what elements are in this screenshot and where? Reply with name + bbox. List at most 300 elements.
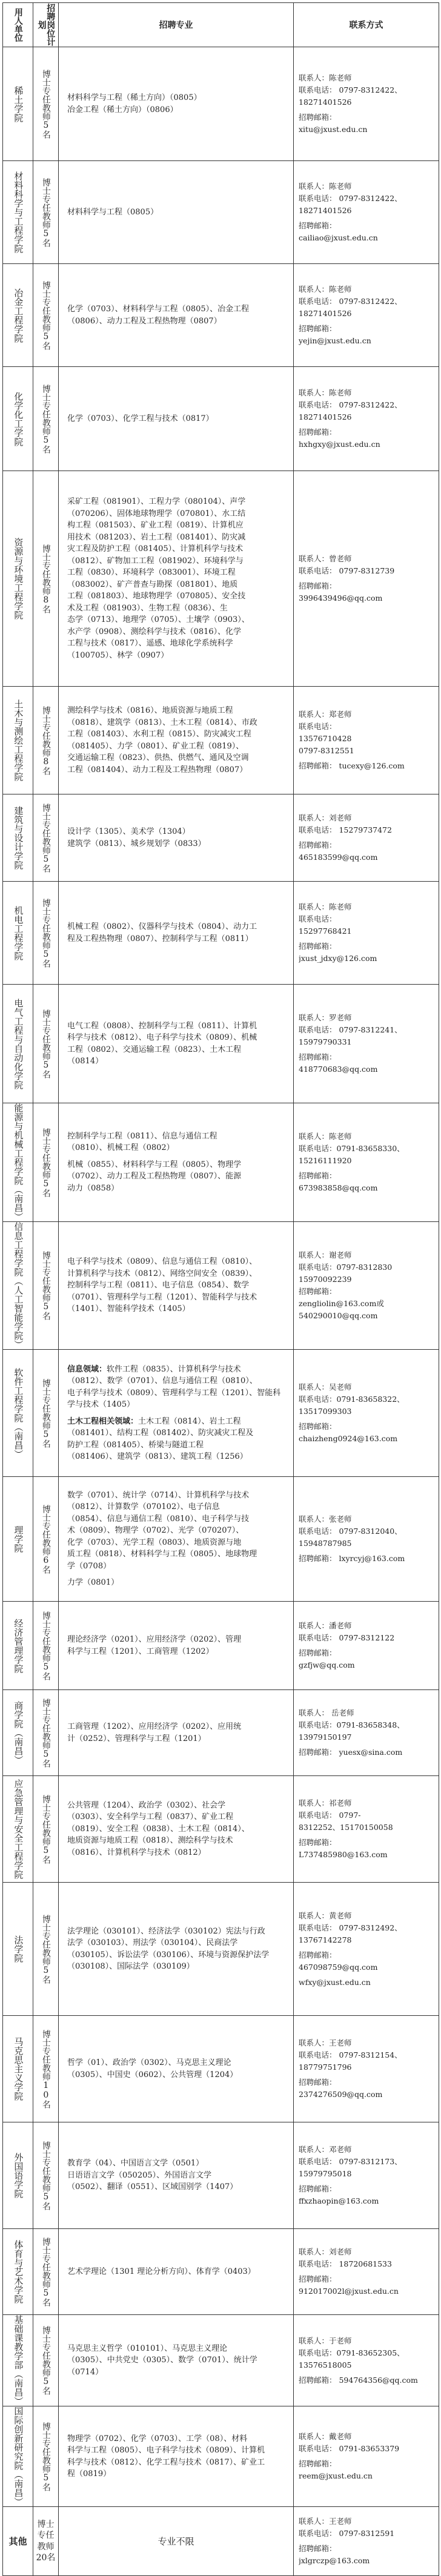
table-row [3,47,439,161]
major-line: 工程（081404）、动力工程及工程热物理（0807） [67,765,248,774]
contact-line: 0797-8312551 [299,746,354,755]
contact-line: 联系人：刘老师 [299,813,352,822]
unit-cell [3,1350,33,1477]
contact-line: 联系人：张老师 [299,1514,352,1524]
major-line: （0812）、数学（0701）、信息与通信工程（0810）、 [67,1376,257,1385]
table-header-row [3,3,439,47]
contact-cell [294,1103,439,1222]
table-row [3,1103,439,1222]
major-cell [59,2016,294,2122]
plan-cell [33,471,59,687]
unit-name: 理学院 [13,1525,24,1553]
table-row [3,2016,439,2122]
contact-line: 招聘邮箱： yuesx@sina.com [299,1748,403,1757]
major-cell [59,985,294,1103]
contact-line: 联系人：陈老师 [299,388,352,397]
plan-cell [33,1602,59,1690]
contact-cell [294,2315,439,2406]
contact-line: 15216111920 [299,1156,352,1165]
major-cell [59,2406,294,2507]
contact-line: 15979790331 [299,1037,352,1046]
contact-cell [294,161,439,264]
major-line: （0810）、机械工程（0802） [67,1143,174,1153]
table-row [3,1690,439,1776]
major-cell [59,882,294,985]
major-line: 控制科学与工程（0811）、信息与通信工程 [67,1131,217,1141]
contact-line: 招聘邮箱： [299,1287,337,1296]
plan-text: 博士专任教师5名 [41,2326,51,2395]
contact-cell [294,1350,439,1477]
major-cell [59,47,294,161]
unit-name: 冶金工程学院 [13,288,24,343]
contact-line: 8312252、15170150058 [299,1823,393,1832]
unit-cell [3,2315,33,2406]
major-line: 采矿工程（081901）、工程力学（080104）、声学 [67,497,246,506]
major-line: 学（0708） [67,1561,111,1571]
contact-line: 招聘邮箱： tucexy@126.com [299,761,405,770]
contact-cell [294,1690,439,1776]
major-cell [59,2507,294,2576]
plan-text: 博士专任教师10名 [41,2029,51,2109]
plan-text: 博士专任教师5名 [41,280,51,350]
contact-line: 联系电话： 0797- [299,1811,361,1820]
major-cell [59,2315,294,2406]
major-cell [59,1776,294,1883]
major-line: 机械（0855）、材料科学与工程（0805）、物理学 [67,1160,242,1169]
contact-cell [294,882,439,985]
major-line: 理论经济学（0201）、应用经济学（0202）、管理 [67,1635,242,1644]
major-line: 马克思主义哲学（010101）、马克思主义理论 [67,2343,228,2353]
table-row [3,471,439,687]
major-line: （030105）、诉讼法学（030106）、环境与资源保护法学 [67,1950,270,1960]
plan-cell [33,1883,59,2016]
unit-cell [3,1883,33,2016]
major-line: 日语语言文学（050205）、外国语言文学 [67,2170,212,2180]
major-line: 防护工程（081405）、桥梁与隧道工程 [67,1440,204,1450]
unit-name: 资源与环境工程学院 [13,538,24,619]
major-cell [59,367,294,471]
unit-name: 能源与机械工程学院（南昌） [13,1103,24,1221]
major-line: 科学与工程（0805）、电子科学与技术（0809）、计算机 [67,2446,265,2455]
plan-text: 博士专任教师8名 [41,705,51,775]
major-line: 工程（081403）、水利工程（0815）、防灾减灾工程 [67,730,251,739]
unit-name: 化学化工学院 [13,391,24,446]
major-line: （0854）、信息与通信工程（0810）、电子科学与技 [67,1514,250,1524]
plan-cell [33,1222,59,1350]
unit-cell [3,1477,33,1602]
plan-text: 博士专任教师5名 [41,2422,51,2491]
contact-line: 招聘邮箱： [299,113,337,122]
plan-text: 博士专任教师20名 [36,2520,56,2563]
contact-line: 招聘邮箱： [299,1422,337,1431]
table-row [3,985,439,1103]
contact-line: xitu@jxust.edu.cn [299,125,368,134]
major-line: 教育学（04）、中国语言文学（0501） [67,2159,204,2168]
major-cell [59,161,294,264]
contact-line: 联系人： 岳老师 [299,1708,354,1717]
major-cell [59,1883,294,2016]
contact-line: 联系电话：0791-83658330、 [299,1144,405,1153]
unit-name: 基础课教学部（南昌） [13,2315,24,2406]
contact-line: 18271401526 [299,309,352,318]
major-line: （070206）、固体地球物理学（070801）、水工结 [67,509,246,518]
unit-name: 国际创新研究院（南昌） [13,2406,24,2506]
table-row [3,687,439,794]
table-row [3,2122,439,2229]
unit-cell [3,687,33,794]
contact-line: 13979150197 [299,1732,352,1742]
contact-line: 15297768421 [299,926,352,936]
header-major: 招聘专业 [59,3,294,47]
contact-line: 招聘邮箱： [299,221,337,230]
major-line: （030108）、国际法学（030109） [67,1962,194,1971]
contact-line: reem@jxust.edu.cn [299,2471,373,2480]
contact-cell [294,2507,439,2576]
unit-name: 应急管理与安全工程学院 [13,1779,24,1879]
contact-cell [294,1883,439,2016]
major-line: （0818）、建筑学（0813）、土木工程（0814）、市政 [67,718,257,727]
contact-cell [294,367,439,471]
major-line [67,1411,288,1416]
contact-line: 联系人：王老师 [299,2517,352,2526]
contact-line: 招聘邮箱： 594764356@qq.com [299,2375,418,2385]
contact-line: 联系电话：0791-83652305、 [299,2348,405,2357]
unit-name: 电气工程与自动化学院 [13,998,24,1089]
table-row [3,2315,439,2406]
plan-text: 博士专任教师5名 [41,1698,51,1768]
contact-line: 2374276509@qq.com [299,2090,383,2099]
contact-line: 联系电话：0797-8312830 [299,1263,393,1272]
plan-cell [33,2229,59,2315]
major-line: 动力（0858） [67,1183,119,1193]
contact-line: 招聘邮箱： lxyrcyj@163.com [299,1554,405,1563]
major-line: 工程（081803）、地球物理学（070805）、安全技 [67,592,246,601]
contact-line: 540290010@qq.com [299,1311,378,1320]
contact-line: L737485980@163.com [299,1850,388,1859]
header-plan: 招聘岗位计划 [33,3,59,47]
contact-line: 18271401526 [299,206,352,215]
contact-line: 673983858@qq.com [299,1183,378,1192]
contact-line: ffxzhaopin@163.com [299,2196,379,2205]
major-line: 程及工程热物理（0807）、控制科学与工程（0811） [67,934,253,943]
major-cell [59,2122,294,2229]
major-cell [59,1602,294,1690]
plan-cell [33,2016,59,2122]
contact-cell [294,985,439,1103]
contact-line: yejin@jxust.edu.cn [299,336,371,345]
major-cell [59,1103,294,1222]
major-line: 机械工程（0802）、仪器科学与技术（0804）、动力工 [67,922,257,931]
contact-line: 联系电话： [299,722,337,731]
plan-cell [33,1350,59,1477]
unit-cell [3,1602,33,1690]
table-body [3,47,439,2576]
contact-line: 联系人：戴老师 [299,2432,352,2441]
contact-line: 联系电话： 0797-8312241、 [299,1025,402,1034]
contact-cell [294,2016,439,2122]
contact-line: 联系人：陈老师 [299,285,352,294]
contact-line: 招聘邮箱： [299,942,337,951]
plan-text: 博士专任教师5名 [41,1611,51,1680]
contact-line: 招聘邮箱： [299,2184,337,2193]
unit-name: 材料科学与工程学院 [13,171,24,253]
major-line: 公共管理（1204）、政治学（0302）、社会学 [67,1800,226,1810]
contact-line: 联系电话： 0791-83653379 [299,2444,400,2453]
unit-name: 信息工程学院（人工智能学院） [13,1222,24,1349]
contact-cell [294,471,439,687]
unit-cell [3,2507,33,2576]
major-line: （0806）、动力工程及工程热物理（0807） [67,316,222,326]
major-line: （0814） [67,1057,104,1066]
contact-line: 联系人：刘老师 [299,2247,352,2256]
major-line: （0812）、矿物加工工程（081902）、环境科学与 [67,556,244,566]
plan-cell [33,794,59,882]
major-line: 冶金工程（稀土方向）（0806） [67,105,178,114]
contact-line: 联系电话： 0797-8312591 [299,2529,395,2538]
contact-line: jxlgrczp@163.com [299,2556,370,2565]
unit-cell [3,1690,33,1776]
plan-cell [33,264,59,367]
contact-line: 联系人：潘老师 [299,1621,352,1630]
major-line: （081406）、建筑学（0813）、建筑工程（1256） [67,1452,248,1461]
plan-cell [33,1776,59,1883]
contact-line: 18779751796 [299,2062,352,2072]
unit-name: 土木与测绘工程学院 [13,699,24,781]
unit-name: 其他 [8,2536,27,2547]
major-cell [59,1477,294,1602]
major-line: 信息领域：软件工程（0835）、计算机科学与技术 [67,1364,241,1374]
plan-cell [33,882,59,985]
contact-line: 联系电话： 0797-8312492、 [299,1923,402,1932]
unit-name: 外国语学院 [13,2153,24,2198]
contact-line: 13767142278 [299,1935,352,1944]
unit-cell [3,1776,33,1883]
major-line: （081405）、力学（0801）、矿业工程（0819）、 [67,741,244,751]
plan-text: 博士专任教师8名 [41,544,51,613]
major-line: 科学与技术（0812）、电子科学与技术（0809）、机械 [67,1033,257,1042]
contact-line: 联系人：陈老师 [299,902,352,911]
plan-cell [33,2406,59,2507]
unit-name: 经济管理学院 [13,1618,24,1673]
contact-line: 15948787985 [299,1539,352,1548]
contact-line: 18271401526 [299,412,352,421]
contact-line: 联系电话：0791-83658322、 [299,1395,405,1404]
contact-line: 联系电话： 0797-8312040、 [299,1527,402,1536]
major-line: 化学（0703）、化学工程与技术（0817） [67,414,214,423]
contact-cell [294,1477,439,1602]
unit-cell [3,794,33,882]
major-line: 艺术学理论（1301 理论分析方向）、体育学（0403） [67,2267,256,2276]
major-line: 建筑学（0813）、城乡规划学（0833） [67,839,206,848]
contact-cell [294,1222,439,1350]
unit-name: 机电工程学院 [13,905,24,960]
header-unit: 用人单位 [3,3,33,47]
major-line: 计（0252）、管理科学与工程（1201） [67,1734,206,1743]
plan-text: 博士专任教师5名 [41,898,51,968]
major-cell [59,794,294,882]
plan-cell [33,2315,59,2406]
unit-cell [3,471,33,687]
contact-line: 联系人：王老师 [299,2038,352,2047]
major-line: 材料科学与工程（0805） [67,207,159,217]
unit-cell [3,264,33,367]
unit-cell [3,47,33,161]
contact-line: 联系人：于老师 [299,2336,352,2345]
contact-line: 联系电话： 18720681533 [299,2259,392,2268]
major-line: 地质资源与地质工程（0818）、测绘科学与技术 [67,1836,233,1846]
contact-line: 招聘邮箱： [299,581,337,590]
major-line: 质工程（0818）、材料科学与工程（0805）、地球物理 [67,1550,257,1559]
major-line: 电子科学与技术（0809）、管理科学与工程（1201）、智能科 [67,1388,281,1398]
contact-line: 15979795018 [299,2169,352,2178]
contact-line: 联系人：陈老师 [299,1132,352,1141]
major-line: 电子科学与技术（0809）、信息与通信工程（0810）、 [67,1257,257,1267]
contact-cell [294,1602,439,1690]
contact-line: 联系电话： 15279737472 [299,825,392,834]
major-line: （1401）、智能科学技术（1405） [67,1304,190,1314]
contact-line: 联系人：罗老师 [299,1013,352,1022]
contact-line: 招聘邮箱： [299,1648,337,1657]
contact-cell [294,794,439,882]
major-line: 构工程（081503）、矿业工程（0819）、计算机应 [67,521,244,530]
table-row [3,161,439,264]
major-line: 数学（0701）、统计学（0714）、计算机科学与技术 [67,1490,250,1500]
contact-line: 招聘邮箱： [299,2078,337,2087]
contact-line: 招聘邮箱： [299,2274,337,2284]
contact-line: 联系电话： 0797-8312422、 [299,194,402,203]
contact-line: 联系电话： [299,914,337,923]
major-line: 工程（0830）、环境科学（083001）、环境工程 [67,568,236,577]
contact-cell [294,264,439,367]
contact-line: 912017002l@jxust.edu.cn [299,2287,399,2296]
table-row [3,367,439,471]
table-row [3,1776,439,1883]
major-line: 交通运输工程（0823）、供热、供燃气、通风及空调 [67,753,249,762]
table-row [3,1883,439,2016]
major-line: 灾工程及防护工程（081405）、计算机科学与技术 [67,544,244,553]
major-line: （0819）、安全工程（0838）、土木工程（0814）、 [67,1824,250,1834]
contact-line: 联系电话： 0797-8312122 [299,1633,395,1642]
plan-text: 博士专任教师5名 [41,803,51,873]
contact-line: 联系电话： 0797-8312422、 [299,297,402,306]
recruitment-table [2,2,439,2576]
contact-line: jxust_jdxy@126.com [299,954,377,963]
major-line: （081401）、结构工程（081402）、防灾减灾工程及 [67,1428,254,1438]
contact-line: wfxy@jxust.edu.cn [299,1977,371,1987]
major-line: 化学（0703）、光学工程（0803）、地质资源与地 [67,1537,242,1547]
table-row [3,264,439,367]
contact-line: 联系电话： 0797-8312173、 [299,2157,402,2166]
contact-line: 联系电话： 0797-8312739 [299,566,395,575]
major-line: 工商管理（1202）、应用经济学（0202）、应用统 [67,1722,242,1731]
plan-text: 博士专任教师5名 [41,1251,51,1320]
major-line: 水产学（0908）、测绘科学与技术（0816）、化学 [67,627,242,636]
contact-cell [294,2406,439,2507]
major-line: 态学（0713）、地理学（0705）、土壤学（0903）、 [67,615,250,624]
contact-line: 联系人：陈老师 [299,182,352,191]
contact-line: 招聘邮箱： [299,1171,337,1180]
unit-name: 软件工程学院（南昌） [13,1367,24,1459]
plan-cell [33,1103,59,1222]
plan-text: 博士专任教师5名 [41,1009,51,1078]
table-row [3,1222,439,1350]
plan-cell [33,1690,59,1776]
contact-line: 联系人：邓老师 [299,2145,352,2154]
major-line: （083002）、矿产普查与勘探（081801）、地质 [67,580,238,589]
major-line: 法学理论（030101）、经济法学（030102）宪法与行政 [67,1926,265,1936]
contact-cell [294,47,439,161]
plan-text: 博士专任教师5名 [41,177,51,247]
unit-cell [3,367,33,471]
major-line: 电气工程（0808）、控制科学与工程（0811）、计算机 [67,1021,257,1031]
plan-text: 博士专任教师5名 [41,2141,51,2210]
major-line: （0502）、翻译（0551）、区域国别学（1407） [67,2182,238,2192]
major-line: 用技术（081203）、岩土工程（081401）、防灾减 [67,532,246,542]
major-line: 术（0809）、物理学（0702）、光学（070207）、 [67,1526,244,1535]
major-line: 科学与技术（0812）、化学工程与技术（0817）、矿业工 [67,2457,265,2467]
contact-line: 15970092239 [299,1275,352,1284]
plan-cell [33,161,59,264]
major-line: 材料科学与工程（稀土方向）（0805） [67,93,202,102]
contact-line: 联系人：陈老师 [299,73,352,82]
contact-cell [294,687,439,794]
major-line: （0812）、计算数学（070102）、电子信息 [67,1502,220,1511]
major-line: 程（0819） [67,2469,111,2479]
contact-line: 招聘邮箱： [299,1052,337,1062]
unit-cell [3,2229,33,2315]
major-line: （0305）、中共党史（0305）、数学（0701）、统计学 [67,2356,257,2365]
table-row [3,2229,439,2315]
major-line: 术及工程（081903）、生物工程（0836）、生 [67,603,228,613]
table-row [3,1602,439,1690]
plan-text: 博士专任教师6名 [41,1504,51,1574]
contact-line: 招聘邮箱： [299,841,337,850]
contact-line: 招聘邮箱： [299,1950,337,1960]
plan-text: 博士专任教师5名 [41,2237,51,2307]
contact-line: 联系人：曾老师 [299,554,352,563]
contact-line: gzfjw@qq.com [299,1660,355,1669]
plan-text: 博士专任教师5名 [41,1914,51,1984]
header-contact: 联系方式 [294,3,439,47]
unit-name: 体育与艺术学院 [13,2240,24,2304]
contact-line: cailiao@jxust.edu.cn [299,233,378,242]
major-cell [59,1222,294,1350]
plan-cell [33,367,59,471]
major-line [67,1572,288,1577]
contact-line: 联系电话： 0797-8312422、 [299,400,402,409]
plan-cell [33,2122,59,2229]
table-row [3,1350,439,1477]
contact-line: 招聘邮箱： [299,2544,337,2553]
table-row [3,882,439,985]
unit-cell [3,2406,33,2507]
major-cell [59,2229,294,2315]
contact-line: 465183599@qq.com [299,853,378,862]
plan-cell [33,1477,59,1602]
contact-cell [294,2229,439,2315]
major-line: 控制科学与工程（0811）、电子信息（0854）、数学 [67,1281,250,1290]
major-cell [59,264,294,367]
table-row [3,2507,439,2576]
major-line: （0816）、计算机科学与技术（0812） [67,1848,206,1857]
contact-cell [294,1776,439,1883]
unit-cell [3,1103,33,1222]
unit-cell [3,161,33,264]
table-row [3,1477,439,1602]
major-line: （0702）、动力工程及工程热物理（0807）、能源 [67,1172,242,1181]
plan-text: 博士专任教师5名 [41,384,51,454]
major-line: 土木工程相关领域：土木工程（0814）、岩土工程 [67,1416,241,1426]
